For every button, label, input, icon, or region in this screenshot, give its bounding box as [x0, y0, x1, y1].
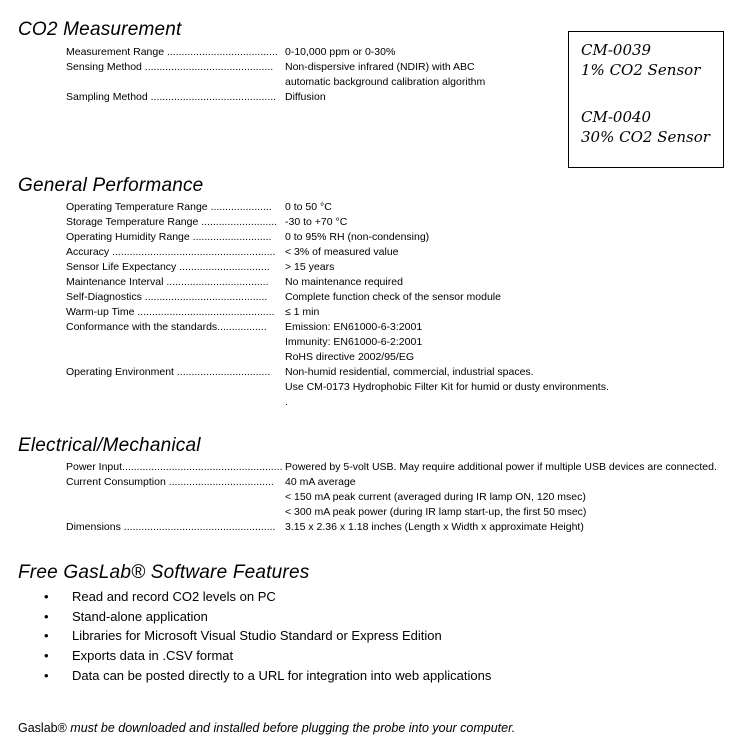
bullet-icon: • [44, 648, 49, 664]
spec-value-line: < 150 mA peak current (averaged during IR lamp ON, 120 msec) [285, 491, 586, 503]
feature-text: Exports data in .CSV format [72, 648, 234, 664]
bullet-icon: • [44, 667, 49, 683]
spec-value [285, 230, 609, 245]
spec-value-line: 0-10,000 ppm or 0-30% [285, 46, 396, 58]
spec-value [285, 365, 609, 410]
feature-text: Read and record CO2 levels on PC [72, 589, 276, 604]
spec-value-line: 40 mA average [285, 476, 356, 488]
spec-label: Operating Humidity Range ........................... [66, 231, 272, 243]
spec-row [66, 200, 609, 215]
co2-spec-table [66, 45, 485, 105]
spec-row [66, 520, 717, 535]
spec-value-line: < 300 mA peak power (during IR lamp start-up, the first 50 msec) [285, 506, 587, 518]
spec-label: Storage Temperature Range .......................... [66, 216, 278, 228]
spec-value [285, 290, 609, 305]
spec-value-line: . [285, 396, 288, 408]
spec-row [66, 460, 717, 475]
spec-value-line: Non-humid residential, commercial, industrial spaces. [285, 366, 534, 378]
spec-row [66, 305, 609, 320]
footer-text: must be downloaded and installed before plugging the probe into your computer. [66, 721, 516, 735]
spec-row [66, 475, 717, 520]
spec-row [66, 45, 485, 60]
spec-row [66, 90, 485, 105]
model-2-name: 30% CO2 Sensor [581, 128, 710, 146]
feature-item [44, 607, 491, 627]
feature-item [44, 666, 491, 686]
feature-text: Libraries for Microsoft Visual Studio Standard or Express Edition [72, 628, 442, 644]
spec-value [285, 245, 609, 260]
spec-label: Measurement Range ...................................... [66, 46, 278, 58]
spec-row [66, 215, 609, 230]
spec-value-line: -30 to +70 °C [285, 216, 348, 228]
spec-row [66, 365, 609, 410]
spec-row [66, 60, 485, 90]
footer-gaslab: Gaslab® [18, 721, 67, 735]
software-features-heading: Free GasLab® Software Features [18, 562, 310, 583]
spec-value-line: automatic background calibration algorithm [285, 76, 486, 88]
spec-value-line: 0 to 50 °C [285, 201, 332, 213]
spec-label: Accuracy ........................................................ [66, 246, 276, 258]
spec-label: Conformance with the standards................. [66, 321, 267, 333]
spec-value-line: ≤ 1 min [285, 306, 320, 318]
spec-value-line: Complete function check of the sensor module [285, 291, 501, 303]
spec-value [285, 215, 609, 230]
footer-note [18, 721, 515, 735]
general-spec-table [66, 200, 609, 410]
spec-value-line: Powered by 5-volt USB. May require additional power if multiple USB devices are connected. [285, 461, 717, 473]
electrical-spec-table [66, 460, 717, 535]
spec-value [285, 200, 609, 215]
spec-value-line: 0 to 95% RH (non-condensing) [285, 231, 430, 243]
model-2-code: CM-0040 [581, 108, 652, 126]
spec-value-line: Non-dispersive infrared (NDIR) with ABC [285, 61, 475, 73]
spec-value [285, 60, 485, 90]
spec-value-line: Use CM-0173 Hydrophobic Filter Kit for humid or dusty environments. [285, 381, 609, 393]
spec-value [285, 520, 717, 535]
spec-label: Sensing Method ............................................ [66, 61, 274, 73]
spec-label: Warm-up Time ............................................... [66, 306, 275, 318]
features-list [44, 587, 491, 685]
general-performance-heading: General Performance [18, 175, 204, 196]
spec-row [66, 290, 609, 305]
spec-row [66, 320, 609, 365]
feature-item [44, 646, 491, 666]
spec-value-line: Diffusion [285, 91, 326, 103]
feature-item [44, 587, 491, 607]
spec-label: Power Input....................................................... [66, 461, 283, 473]
spec-value-line: 3.15 x 2.36 x 1.18 inches (Length x Width x approximate Height) [285, 521, 584, 533]
spec-row [66, 260, 609, 275]
bullet-icon: • [44, 589, 49, 604]
model-1-code: CM-0039 [581, 41, 652, 59]
spec-value-line: Immunity: EN61000-6-2:2001 [285, 336, 423, 348]
spec-value-line: > 15 years [285, 261, 335, 273]
spec-value [285, 320, 609, 365]
model-box [568, 31, 724, 168]
spec-value-line: Emission: EN61000-6-3:2001 [285, 321, 423, 333]
bullet-icon: • [44, 608, 49, 624]
spec-value-line: < 3% of measured value [285, 246, 399, 258]
spec-value [285, 460, 717, 475]
spec-label: Operating Temperature Range ..................... [66, 201, 272, 213]
bullet-icon: • [44, 628, 49, 644]
spec-value-line: RoHS directive 2002/95/EG [285, 351, 414, 363]
spec-row [66, 230, 609, 245]
spec-label: Dimensions .................................................... [66, 521, 276, 533]
co2-measurement-heading: CO2 Measurement [18, 19, 182, 40]
spec-label: Sensor Life Expectancy ............................... [66, 261, 270, 273]
spec-value-line: No maintenance required [285, 276, 403, 288]
spec-value [285, 305, 609, 320]
spec-label: Maintenance Interval ................................... [66, 276, 269, 288]
spec-label: Current Consumption .................................... [66, 476, 274, 488]
spec-label: Self-Diagnostics .......................................... [66, 291, 268, 303]
spec-label: Operating Environment ................................ [66, 366, 271, 378]
spec-value [285, 260, 609, 275]
feature-text: Data can be posted directly to a URL for integration into web applications [72, 667, 492, 683]
spec-value [285, 275, 609, 290]
spec-value [285, 475, 717, 520]
spec-row [66, 275, 609, 290]
spec-value [285, 90, 485, 105]
spec-label: Sampling Method ........................................... [66, 91, 277, 103]
electrical-heading: Electrical/Mechanical [18, 435, 201, 456]
spec-row [66, 245, 609, 260]
spec-value [285, 45, 485, 60]
model-1-name: 1% CO2 Sensor [581, 61, 701, 79]
feature-text: Stand-alone application [72, 608, 208, 624]
feature-item [44, 626, 491, 646]
